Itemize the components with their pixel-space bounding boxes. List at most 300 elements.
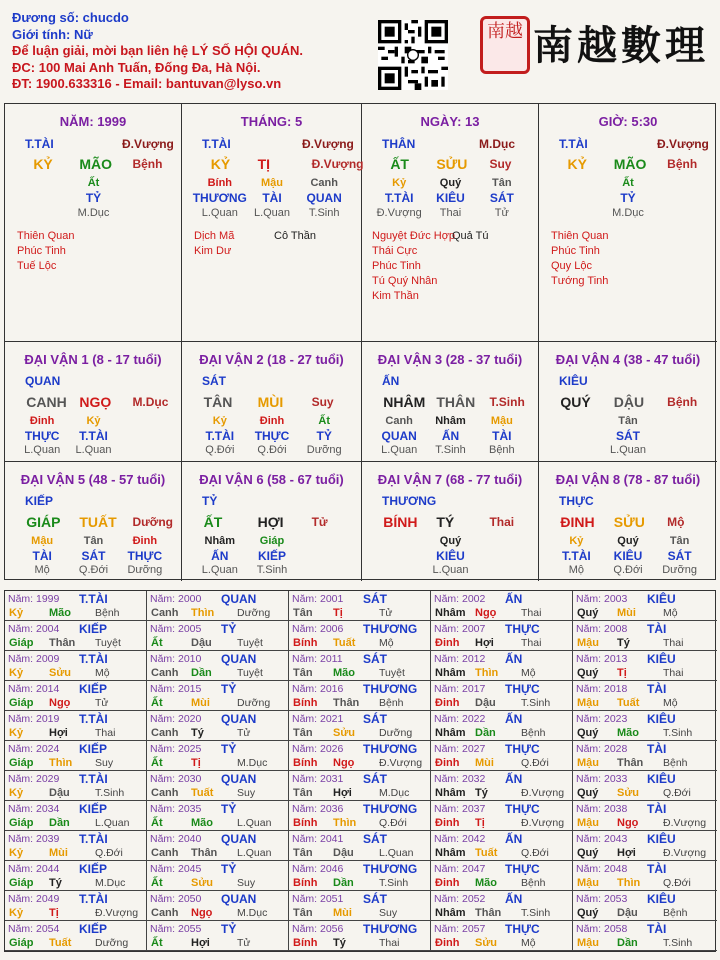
dai-van-can: TÂN — [203, 394, 233, 410]
annual-can: Nhâm — [435, 907, 466, 919]
star-extra: Quả Tú — [452, 230, 489, 242]
annual-sao: TÀI — [647, 922, 667, 936]
annual-phase: Q.Đới — [521, 757, 549, 769]
annual-sao: TÀI — [647, 862, 667, 876]
dai-van-than: THỰC — [559, 494, 594, 508]
annual-phase: Dưỡng — [237, 607, 271, 619]
annual-can: Canh — [151, 727, 179, 739]
annual-phase: Suy — [237, 787, 256, 799]
annual-year: Năm: 2031 — [292, 773, 344, 785]
hidden-can: Canh — [310, 177, 338, 189]
annual-can: Canh — [151, 787, 179, 799]
annual-sao: THƯƠNG — [363, 742, 418, 756]
dai-van-title: ĐẠI VẬN 5 (48 - 57 tuổi) — [20, 472, 166, 487]
annual-year: Năm: 2047 — [434, 863, 486, 875]
annual-cell — [147, 921, 289, 951]
annual-cell — [5, 711, 147, 741]
annual-can: Giáp — [9, 697, 34, 709]
annual-cell — [5, 831, 147, 861]
star-extra: Cô Thần — [274, 230, 316, 242]
annual-chi: Sửu — [333, 727, 356, 739]
dai-van-cell — [5, 462, 182, 581]
hidden-sao: TỶ — [85, 191, 102, 205]
annual-chi: Tị — [333, 607, 343, 619]
dai-van-cell — [362, 342, 539, 461]
annual-can: Tân — [293, 727, 313, 739]
annual-phase: Đ.Vượng — [521, 817, 565, 829]
annual-can: Nhâm — [435, 667, 466, 679]
annual-chi: Dậu — [617, 907, 638, 919]
annual-chi: Tý — [49, 877, 62, 889]
annual-can: Mậu — [577, 697, 599, 709]
star-item: Quy Lộc — [551, 260, 592, 272]
annual-year: Năm: 2004 — [8, 623, 60, 635]
annual-chi: Tuất — [617, 697, 640, 709]
star-item: Thái Cực — [372, 245, 418, 257]
annual-cell — [573, 711, 717, 741]
annual-year: Năm: 2013 — [576, 653, 628, 665]
dai-van-title: ĐẠI VẬN 2 (18 - 27 tuổi) — [199, 352, 344, 367]
hidden-sao: KIÊU — [436, 549, 465, 563]
annual-year: Năm: 2026 — [292, 743, 344, 755]
annual-sao: KIẾP — [79, 682, 108, 696]
annual-cell — [289, 861, 431, 891]
pillar-title: NĂM: 1999 — [59, 114, 127, 129]
annual-chi: Dần — [49, 817, 70, 829]
pillar-title: GIỜ: 5:30 — [598, 114, 658, 129]
annual-cell — [573, 651, 717, 681]
star-item: Thiên Quan — [551, 230, 609, 242]
dai-van-than: TỶ — [202, 494, 218, 508]
annual-cell — [573, 591, 717, 621]
annual-sao: ẤN — [505, 592, 523, 606]
annual-phase: Thai — [521, 637, 542, 649]
annual-cell — [573, 801, 717, 831]
annual-cell — [5, 891, 147, 921]
annual-cell — [147, 831, 289, 861]
contact-line: Để luận giải, mời bạn liên hệ LÝ SỐ HỘI QUÁN. — [12, 43, 303, 58]
chart-grid — [4, 103, 716, 580]
annual-sao: QUAN — [221, 832, 257, 846]
hidden-phase: L.Quan — [75, 444, 112, 456]
annual-phase: M.Dục — [237, 907, 268, 919]
annual-can: Quý — [577, 607, 599, 619]
annual-can: Tân — [293, 667, 313, 679]
annual-cell — [573, 621, 717, 651]
annual-chi: Dần — [617, 937, 638, 949]
annual-year: Năm: 2053 — [576, 893, 628, 905]
annual-can: Đinh — [435, 817, 460, 829]
annual-year: Năm: 2003 — [576, 593, 628, 605]
annual-phase: Đ.Vượng — [95, 907, 139, 919]
annual-sao: T.TÀI — [79, 832, 108, 846]
hidden-sao: TỶ — [316, 429, 332, 443]
hidden-phase: M.Dục — [77, 207, 110, 219]
annual-can: Bính — [293, 697, 318, 709]
annual-year: Năm: 2038 — [576, 803, 628, 815]
dai-van-cell — [362, 462, 539, 581]
annual-phase: Mộ — [521, 667, 536, 679]
hidden-sao: T.TÀI — [562, 549, 591, 563]
annual-can: Ất — [151, 697, 163, 709]
annual-cell — [573, 741, 717, 771]
annual-year: Năm: 2037 — [434, 803, 486, 815]
annual-chi: Mùi — [333, 907, 352, 919]
star-item: Kim Thần — [372, 290, 419, 302]
dai-van-phase: Thai — [489, 515, 515, 529]
hidden-phase: Q.Đới — [257, 444, 287, 456]
annual-year: Năm: 2044 — [8, 863, 60, 875]
pillar-cell — [5, 104, 182, 342]
pillar-than: T.TÀI — [559, 137, 588, 151]
annual-phase: Q.Đới — [663, 787, 691, 799]
annual-cell — [573, 771, 717, 801]
annual-phase: Tuyệt — [95, 637, 121, 649]
annual-can: Đinh — [435, 757, 460, 769]
annual-chi: Thìn — [617, 877, 641, 889]
hidden-sao: KIÊU — [613, 549, 643, 563]
annual-can: Ất — [151, 757, 163, 769]
annual-can: Tân — [293, 787, 313, 799]
hidden-can: Ất — [87, 177, 100, 189]
annual-year: Năm: 2022 — [434, 713, 486, 725]
annual-can: Đinh — [435, 697, 460, 709]
annual-cell — [5, 771, 147, 801]
annual-sao: KIẾP — [79, 922, 108, 936]
annual-chi: Mão — [475, 877, 497, 889]
annual-phase: Suy — [379, 907, 398, 919]
annual-sao: THƯƠNG — [363, 802, 418, 816]
annual-year: Năm: 2006 — [292, 623, 344, 635]
hidden-sao: TÀI — [262, 191, 282, 205]
hidden-phase: Thai — [439, 207, 462, 219]
annual-sao: TÀI — [647, 742, 667, 756]
star-item: Phúc Tinh — [551, 245, 600, 257]
dai-van-phase: Tử — [311, 515, 328, 529]
annual-chi: Hợi — [617, 847, 636, 859]
annual-cell — [431, 891, 573, 921]
annual-chi: Dần — [475, 727, 496, 739]
star-item: Tướng Tinh — [551, 275, 609, 287]
annual-can: Bính — [293, 877, 318, 889]
annual-phase: T.Sinh — [663, 727, 693, 739]
dai-van-than: THƯƠNG — [382, 494, 437, 508]
annual-cell — [431, 591, 573, 621]
dai-van-can: ẤT — [203, 514, 223, 530]
annual-cell — [289, 621, 431, 651]
annual-chi: Dậu — [191, 637, 212, 649]
annual-phase: Dưỡng — [95, 937, 129, 949]
star-item: Thiên Quan — [17, 230, 75, 242]
hidden-can: Quý — [439, 177, 462, 189]
annual-phase: L.Quan — [379, 847, 414, 859]
hidden-phase: Mộ — [34, 564, 50, 576]
annual-chi: Thìn — [49, 757, 73, 769]
hidden-can: Quý — [617, 535, 639, 547]
dai-van-than: KIÊU — [559, 374, 588, 388]
four-pillars-row — [5, 104, 717, 342]
pillar-chi: SỬU — [436, 156, 468, 172]
annual-can: Giáp — [9, 757, 34, 769]
annual-sao: KIÊU — [647, 832, 676, 846]
annual-chi: Sửu — [475, 937, 498, 949]
annual-phase: Dưỡng — [237, 697, 271, 709]
annual-can: Mậu — [577, 817, 599, 829]
annual-year: Năm: 2021 — [292, 713, 344, 725]
annual-cell — [431, 921, 573, 951]
annual-sao: TÀI — [647, 682, 667, 696]
annual-sao: SÁT — [363, 712, 387, 726]
dai-van-can: BÍNH — [383, 514, 418, 530]
annual-chi: Thân — [475, 907, 502, 919]
annual-sao: THƯƠNG — [363, 862, 418, 876]
annual-sao: QUAN — [221, 652, 257, 666]
annual-phase: Bệnh — [521, 727, 546, 739]
annual-sao: ẤN — [505, 712, 523, 726]
annual-phase: Thai — [379, 937, 400, 949]
annual-cell — [431, 621, 573, 651]
pillar-status: Đ.Vượng — [311, 157, 364, 171]
annual-sao: THƯƠNG — [363, 922, 418, 936]
dai-van-title: ĐẠI VẬN 7 (68 - 77 tuổi) — [377, 472, 523, 487]
annual-chi: Mùi — [191, 697, 210, 709]
annual-can: Quý — [577, 667, 599, 679]
hidden-can: Kỷ — [569, 535, 584, 547]
pillar-than: T.TÀI — [25, 137, 54, 151]
annual-chi: Thân — [333, 697, 360, 709]
hidden-phase: Q.Đới — [205, 444, 235, 456]
hidden-phase: T.Sinh — [435, 444, 466, 456]
dai-van-than: QUAN — [25, 374, 61, 388]
annual-can: Ất — [151, 817, 163, 829]
annual-sao: TỶ — [221, 802, 237, 816]
annual-year: Năm: 2032 — [434, 773, 486, 785]
annual-cell — [431, 741, 573, 771]
annual-sao: KIÊU — [647, 772, 676, 786]
annual-cell — [289, 741, 431, 771]
annual-can: Kỷ — [9, 847, 24, 859]
star-item: Tú Quý Nhân — [372, 275, 438, 287]
annual-chi: Tị — [617, 667, 627, 679]
annual-cell — [431, 771, 573, 801]
hidden-sao: SÁT — [616, 429, 640, 443]
hidden-phase: M.Dục — [612, 207, 644, 219]
hidden-can: Mậu — [31, 535, 54, 547]
annual-phase: T.Sinh — [521, 697, 551, 709]
hidden-phase: L.Quan — [381, 444, 418, 456]
annual-chi: Sửu — [49, 667, 72, 679]
annual-year: Năm: 2029 — [8, 773, 60, 785]
annual-year: Năm: 2014 — [8, 683, 60, 695]
annual-can: Canh — [151, 907, 179, 919]
annual-phase: Suy — [95, 757, 114, 769]
annual-can: Giáp — [9, 817, 34, 829]
annual-year: Năm: 2002 — [434, 593, 486, 605]
hidden-can: Tân — [618, 415, 638, 427]
annual-year: Năm: 2007 — [434, 623, 486, 635]
annual-year: Năm: 2023 — [576, 713, 628, 725]
annual-sao: SÁT — [363, 772, 387, 786]
annual-cell — [431, 831, 573, 861]
annual-sao: SÁT — [363, 592, 387, 606]
annual-chi: Ngọ — [617, 817, 639, 829]
annual-phase: Bệnh — [663, 757, 688, 769]
address-line: ĐC: 100 Mai Anh Tuấn, Đống Đa, Hà Nội. — [12, 59, 261, 75]
annual-year: Năm: 2010 — [150, 653, 202, 665]
annual-phase: Bệnh — [521, 877, 546, 889]
annual-year: Năm: 2012 — [434, 653, 486, 665]
annual-phase: Q.Đới — [379, 817, 407, 829]
annual-phase: Tử — [237, 727, 251, 739]
annual-phase: Tử — [379, 607, 393, 619]
annual-chi: Thìn — [191, 607, 215, 619]
annual-chi: Mùi — [49, 847, 68, 859]
dai-van-can: ĐINH — [560, 514, 595, 530]
brand-title: 南越數理 — [533, 22, 709, 69]
annual-chi: Dậu — [475, 697, 496, 709]
annual-sao: TỶ — [221, 922, 237, 936]
annual-phase: Mộ — [521, 937, 536, 949]
pillar-truong-sinh: M.Dục — [479, 137, 515, 151]
annual-chi: Hợi — [49, 727, 68, 739]
annual-can: Ất — [151, 877, 163, 889]
annual-cell — [147, 801, 289, 831]
annual-year: Năm: 2033 — [576, 773, 628, 785]
pillar-status: Bệnh — [667, 157, 698, 171]
annual-chi: Dậu — [333, 847, 354, 859]
annual-cell — [289, 651, 431, 681]
dai-van-phase: Suy — [311, 395, 334, 409]
annual-year: Năm: 2043 — [576, 833, 628, 845]
dai-van-cell — [182, 342, 362, 461]
annual-can: Kỷ — [9, 907, 24, 919]
annual-phase: Thai — [521, 607, 542, 619]
pillar-chi: MÃO — [79, 156, 112, 172]
hidden-phase: Dưỡng — [662, 564, 697, 576]
hidden-phase: L.Quan — [201, 207, 238, 219]
annual-year: Năm: 2039 — [8, 833, 60, 845]
dai-van-title: ĐẠI VẬN 1 (8 - 17 tuổi) — [24, 352, 162, 367]
annual-sao: ẤN — [505, 772, 523, 786]
annual-year: Năm: 2011 — [292, 653, 343, 665]
annual-year: Năm: 2040 — [150, 833, 202, 845]
annual-year: Năm: 2019 — [8, 713, 60, 725]
pillar-can: ẤT — [390, 156, 409, 172]
annual-phase: T.Sinh — [663, 937, 693, 949]
annual-sao: TỶ — [221, 742, 237, 756]
hidden-phase: Q.Đới — [78, 564, 109, 576]
annual-chi: Mão — [191, 817, 213, 829]
annual-year: Năm: 2046 — [292, 863, 344, 875]
annual-cell — [5, 591, 147, 621]
annual-phase: Thai — [95, 727, 116, 739]
annual-sao: KIÊU — [647, 592, 676, 606]
annual-can: Giáp — [9, 637, 34, 649]
annual-year: Năm: 2057 — [434, 923, 486, 935]
pillar-title: NGÀY: 13 — [420, 114, 480, 129]
hidden-can: Nhâm — [435, 415, 466, 427]
annual-can: Quý — [577, 847, 599, 859]
owner-name: Đương số: chucdo — [12, 10, 129, 25]
annual-chi: Dậu — [49, 787, 70, 799]
annual-chi: Tý — [333, 937, 346, 949]
annual-phase: Tử — [95, 697, 109, 709]
dai-van-title: ĐẠI VẬN 6 (58 - 67 tuổi) — [199, 472, 344, 487]
header — [0, 0, 720, 100]
annual-sao: KIẾP — [79, 802, 108, 816]
annual-cell — [5, 621, 147, 651]
annual-sao: QUAN — [221, 892, 257, 906]
hidden-phase: L.Quan — [201, 564, 238, 576]
annual-year: Năm: 2049 — [8, 893, 60, 905]
hidden-can: Đinh — [259, 415, 285, 427]
annual-chi: Mão — [49, 607, 71, 619]
annual-chi: Hợi — [191, 937, 210, 949]
annual-phase: Q.Đới — [521, 847, 549, 859]
dai-van-row-1 — [5, 342, 717, 461]
annual-phase: Suy — [237, 877, 256, 889]
annual-year: Năm: 2018 — [576, 683, 628, 695]
annual-cell — [289, 831, 431, 861]
hidden-can: Kỷ — [86, 415, 101, 427]
annual-cell — [5, 921, 147, 951]
pillar-status: Bệnh — [132, 157, 163, 171]
annual-sao: THỰC — [505, 922, 540, 936]
dai-van-title: ĐẠI VẬN 3 (28 - 37 tuổi) — [377, 352, 523, 367]
annual-sao: THỰC — [505, 622, 540, 636]
pillar-status: Suy — [489, 157, 512, 171]
annual-chi: Tý — [475, 787, 488, 799]
annual-sao: KIÊU — [647, 652, 676, 666]
annual-cell — [573, 681, 717, 711]
annual-year: Năm: 2045 — [150, 863, 202, 875]
hidden-can: Tân — [83, 535, 104, 547]
annual-phase: Bệnh — [95, 607, 120, 619]
dai-van-phase: Dưỡng — [132, 515, 173, 529]
hidden-sao: ẤN — [211, 549, 229, 563]
hidden-sao: THỰC — [254, 429, 290, 443]
hidden-sao: SÁT — [81, 549, 106, 563]
annual-chi: Ngọ — [191, 907, 213, 919]
hidden-can: Tân — [669, 535, 690, 547]
owner-gender: Giới tính: Nữ — [12, 26, 93, 42]
annual-sao: ẤN — [505, 832, 523, 846]
annual-can: Nhâm — [435, 607, 466, 619]
annual-sao: SÁT — [363, 652, 387, 666]
annual-sao: TÀI — [647, 802, 667, 816]
dai-van-chi: TÝ — [436, 514, 455, 530]
annual-year: Năm: 2028 — [576, 743, 628, 755]
dai-van-phase: M.Dục — [132, 395, 169, 409]
annual-can: Bính — [293, 757, 318, 769]
annual-cell — [431, 801, 573, 831]
hidden-phase: Mộ — [568, 564, 585, 576]
annual-cell — [289, 711, 431, 741]
red-seal-logo — [480, 16, 530, 74]
annual-cell — [5, 861, 147, 891]
annual-cell — [147, 711, 289, 741]
annual-can: Mậu — [577, 757, 599, 769]
annual-chi: Thìn — [475, 667, 499, 679]
annual-can: Đinh — [435, 937, 460, 949]
annual-phase: Tuyệt — [379, 667, 405, 679]
annual-can: Bính — [293, 817, 318, 829]
annual-sao: KIẾP — [79, 622, 108, 636]
annual-chi: Tị — [49, 907, 59, 919]
hidden-phase: L.Quan — [609, 444, 647, 456]
annual-phase: Tuyệt — [237, 637, 263, 649]
annual-can: Tân — [293, 607, 313, 619]
